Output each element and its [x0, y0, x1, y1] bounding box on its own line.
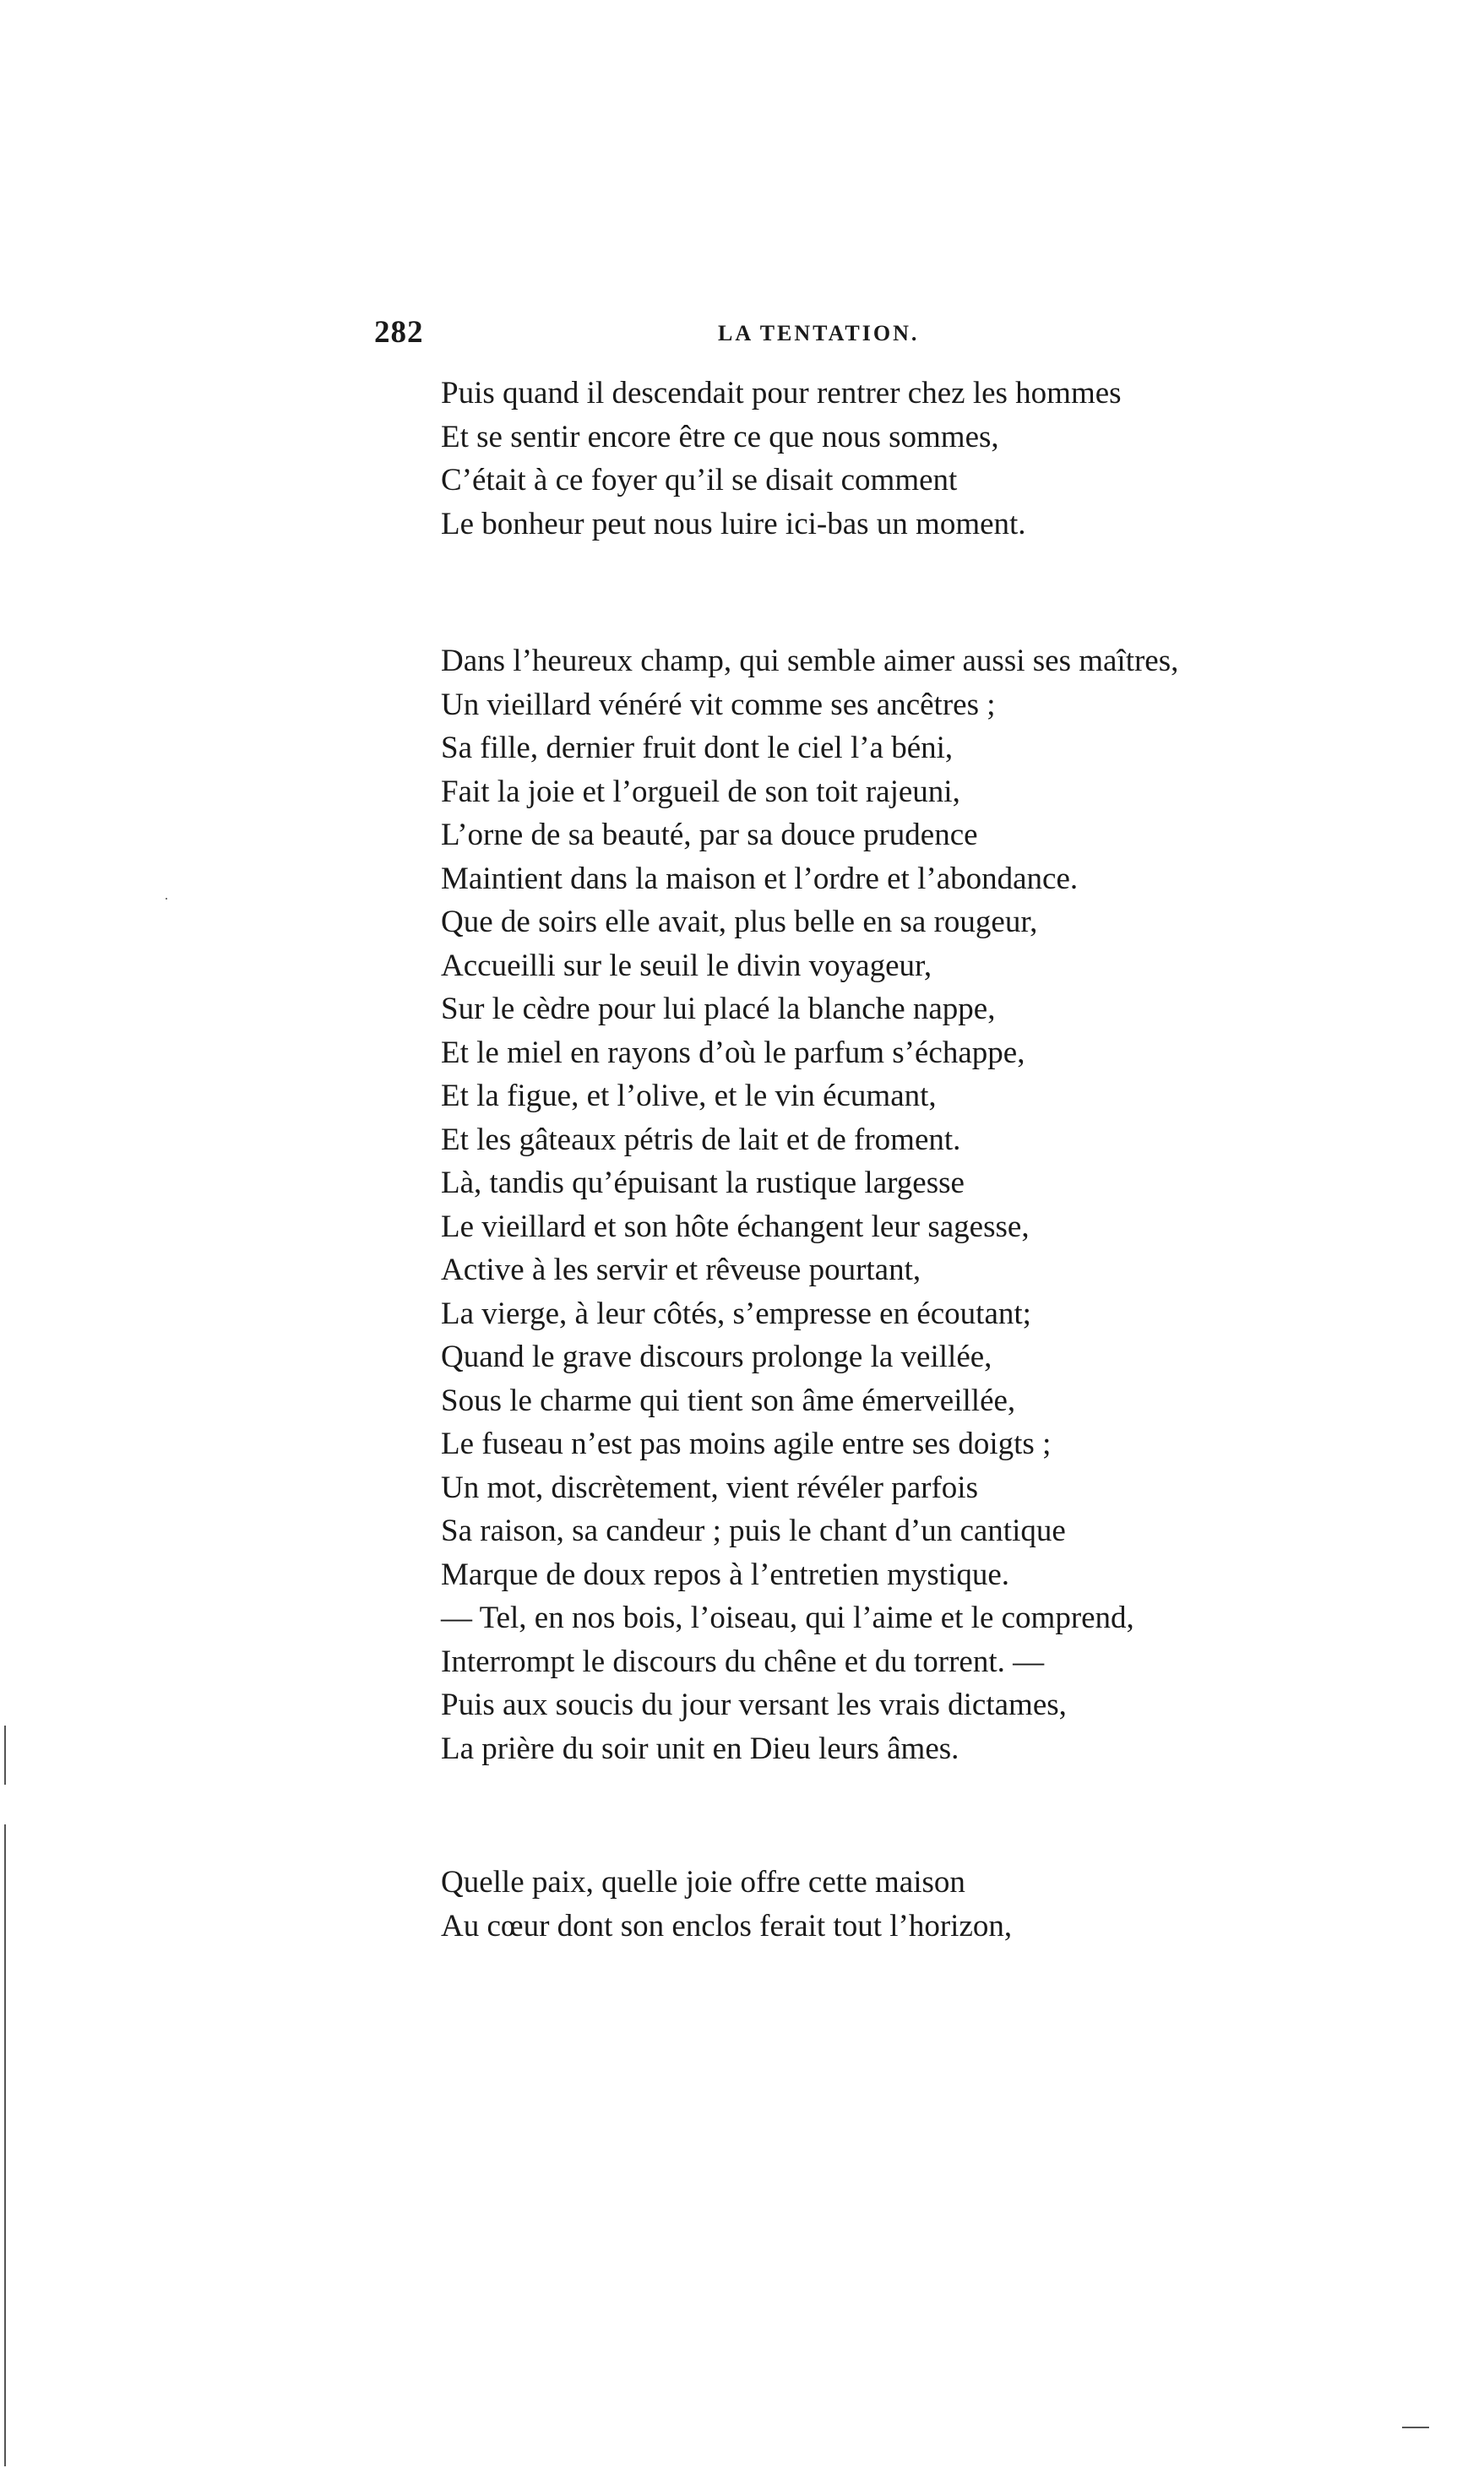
- verse-line: Maintient dans la maison et l’ordre et l’abondance.: [441, 861, 1079, 896]
- verse-line: La prière du soir unit en Dieu leurs âmes.: [441, 1731, 959, 1766]
- verse-line: Sa fille, dernier fruit dont le ciel l’a béni,: [441, 731, 954, 765]
- verse-line: Un mot, discrètement, vient révéler parfois: [441, 1470, 978, 1505]
- verse-line: Et le miel en rayons d’où le parfum s’échappe,: [441, 1035, 1025, 1070]
- verse-line: Accueilli sur le seuil le divin voyageur,: [441, 948, 932, 983]
- scan-margin-rule: [4, 1824, 6, 2466]
- verse-line: Et les gâteaux pétris de lait et de froment.: [441, 1122, 961, 1157]
- verse-line: Marque de doux repos à l’entretien mystique.: [441, 1557, 1009, 1592]
- verse-line: Et la figue, et l’olive, et le vin écumant,: [441, 1079, 937, 1113]
- verse-line: Quand le grave discours prolonge la veillée,: [441, 1340, 992, 1374]
- verse-line: Interrompt le discours du chêne et du torrent. —: [441, 1644, 1045, 1679]
- verse-line: C’était à ce foyer qu’il se disait comment: [441, 463, 958, 497]
- scan-speck: [166, 898, 167, 900]
- verse-line: Dans l’heureux champ, qui semble aimer aussi ses maîtres,: [441, 644, 1179, 678]
- verse-line: La vierge, à leur côtés, s’empresse en écoutant;: [441, 1296, 1031, 1331]
- verse-line: Quelle paix, quelle joie offre cette maison: [441, 1865, 965, 1900]
- verse-line: — Tel, en nos bois, l’oiseau, qui l’aime et le comprend,: [441, 1601, 1134, 1635]
- verse-line: Puis aux soucis du jour versant les vrais dictames,: [441, 1688, 1067, 1722]
- verse-line: Le fuseau n’est pas moins agile entre ses doigts ;: [441, 1427, 1052, 1461]
- verse-line: Là, tandis qu’épuisant la rustique largesse: [441, 1166, 965, 1200]
- verse-line: Et se sentir encore être ce que nous sommes,: [441, 419, 999, 454]
- verse-line: Sous le charme qui tient son âme émerveillée,: [441, 1383, 1016, 1418]
- verse-line: Que de soirs elle avait, plus belle en sa rougeur,: [441, 905, 1038, 939]
- verse-line: Le vieillard et son hôte échangent leur sagesse,: [441, 1209, 1030, 1244]
- verse-line: Un vieillard vénéré vit comme ses ancêtres ;: [441, 687, 996, 722]
- stanza: [441, 639, 1178, 1770]
- verse-line: Active à les servir et rêveuse pourtant,: [441, 1253, 921, 1287]
- verse-line: Fait la joie et l’orgueil de son toit rajeuni,: [441, 774, 960, 809]
- page-number: 282: [374, 315, 424, 350]
- verse-line: Sa raison, sa candeur ; puis le chant d’un cantique: [441, 1514, 1066, 1548]
- running-title: LA TENTATION.: [718, 321, 920, 345]
- scan-corner-dash: [1402, 2427, 1429, 2428]
- stanza: [441, 372, 1122, 546]
- verse-line: L’orne de sa beauté, par sa douce prudence: [441, 818, 978, 852]
- verse-line: Sur le cèdre pour lui placé la blanche nappe,: [441, 992, 996, 1026]
- scan-margin-rule: [4, 1726, 6, 1785]
- verse-line: Le bonheur peut nous luire ici-bas un moment.: [441, 506, 1026, 541]
- verse-line: Puis quand il descendait pour rentrer chez les hommes: [441, 376, 1122, 410]
- stanza: [441, 1861, 1012, 1948]
- verse-line: Au cœur dont son enclos ferait tout l’horizon,: [441, 1908, 1013, 1943]
